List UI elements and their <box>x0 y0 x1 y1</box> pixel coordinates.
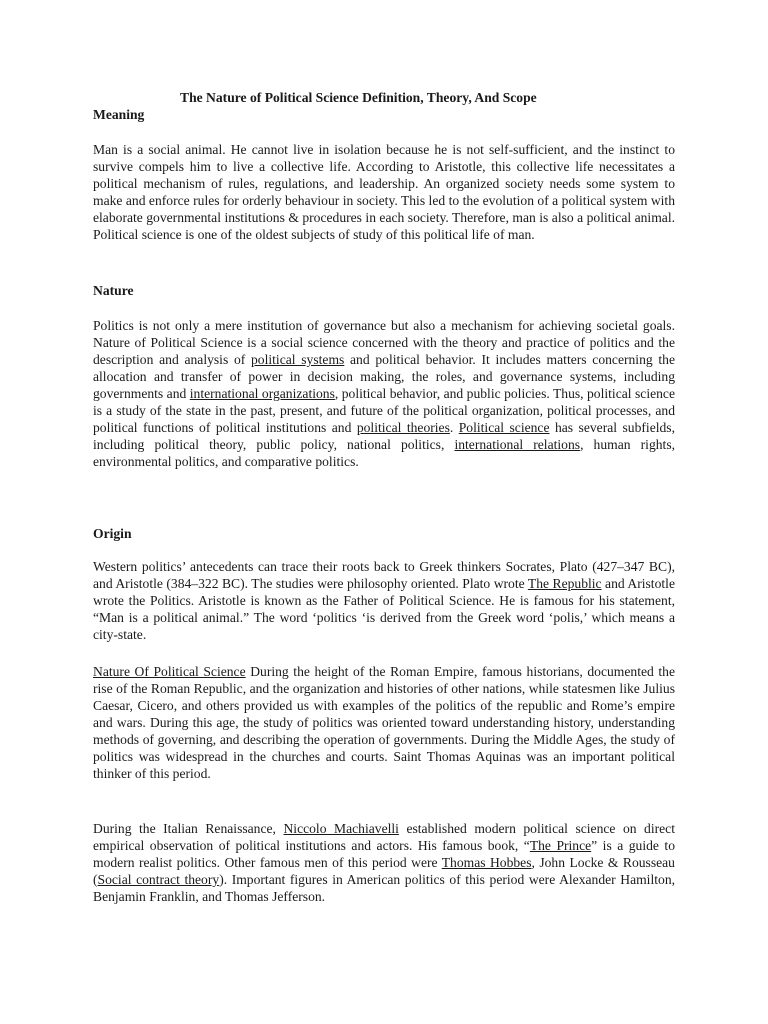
text-span: , John Locke & Rousseau ( <box>93 855 675 887</box>
text-span: , human rights, environmental politics, and comparative politics. <box>93 437 676 469</box>
link-social-contract-theory[interactable]: Social contract theory <box>97 872 220 887</box>
text-span: During the Italian Renaissance, <box>93 821 284 836</box>
link-international-relations[interactable]: international relations <box>454 437 581 452</box>
link-nature-of-political-science[interactable]: Nature Of Political Science <box>93 664 246 679</box>
link-international-organizations[interactable]: international organizations <box>189 386 335 401</box>
link-the-republic[interactable]: The Republic <box>527 576 602 591</box>
link-political-science[interactable]: Political science <box>458 420 550 435</box>
paragraph-nature <box>93 317 675 470</box>
heading-nature: Nature <box>93 283 134 298</box>
link-thomas-hobbes[interactable]: Thomas Hobbes <box>441 855 532 870</box>
text-span: and political behavior. It includes matters concerning the allocation and transfer of power in decision making, the roles, and governance systems, including governments and <box>93 352 675 401</box>
paragraph-origin-3 <box>93 820 675 905</box>
text-span: Politics is not only a mere institution of governance but also a mechanism for achieving societal goals. Nature of Political Science is a social science concerned with the theory and practice of politics and the description and analysis of <box>93 318 675 367</box>
paragraph-origin-2 <box>93 663 675 782</box>
link-political-systems[interactable]: political systems <box>251 352 345 367</box>
text-span: and Aristotle wrote the Politics. Aristotle is known as the Father of Political Science. He is famous for his statement, “Man is a political animal.” The word ‘politics ‘is derived from the Greek word ‘polis,’ which means a city-state. <box>93 576 675 642</box>
text-span: ). Important figures in American politics of this period were Alexander Hamilton, Benjamin Franklin, and Thomas Jefferson. <box>93 872 676 904</box>
text-span: During the height of the Roman Empire, famous historians, documented the rise of the Roman Republic, and the organization and histories of other nations, while statesmen like Julius Caesar, Cicero, and others provided us with examples of the politics of the republic and Rome’s empire and wars. During this age, the study of politics was oriented toward understanding history, understanding methods of governing, and describing the operation of governments. During the Middle Ages, the study of politics was widespread in the churches and courts. Saint Thomas Aquinas was an important political thinker of this period. <box>93 664 675 781</box>
text-span: has several subfields, including political theory, public policy, national politics, <box>93 420 675 452</box>
text-span: ” is a guide to modern realist politics. Other famous men of this period were <box>93 838 675 870</box>
link-the-prince[interactable]: The Prince <box>529 838 592 853</box>
text-span: . <box>449 420 459 435</box>
text-span: , political behavior, and public policies. Thus, political science is a study of the state in the past, present, and future of the political organization, political processes, and political functions of political institutions and <box>93 386 675 435</box>
heading-meaning: Meaning <box>93 107 145 122</box>
paragraph-meaning: Man is a social animal. He cannot live in isolation because he is not self-sufficient, and the instinct to survive compels him to live a collective life. According to Aristotle, this collective life necessitates a political mechanism of rules, regulations, and leadership. An organized society needs some system to make and enforce rules for orderly behaviour in society. This led to the evolution of a political system with elaborate governmental institutions & procedures in each society. Therefore, man is also a political animal. Political science is one of the oldest subjects of study of this political life of man. <box>93 142 675 242</box>
text-span: established modern political science on direct empirical observation of political institutions and actors. His famous book, “ <box>93 821 675 853</box>
document-title: The Nature of Political Science Definition, Theory, And Scope <box>180 90 537 105</box>
paragraph-origin-1 <box>93 558 675 643</box>
link-niccolo-machiavelli[interactable]: Niccolo Machiavelli <box>283 821 399 836</box>
link-political-theories[interactable]: political theories <box>356 420 450 435</box>
text-span: Western politics’ antecedents can trace their roots back to Greek thinkers Socrates, Plato (427–347 BC), and Aristotle (384–322 BC). The studies were philosophy oriented. Plato wrote <box>93 559 675 591</box>
heading-origin: Origin <box>93 526 132 541</box>
